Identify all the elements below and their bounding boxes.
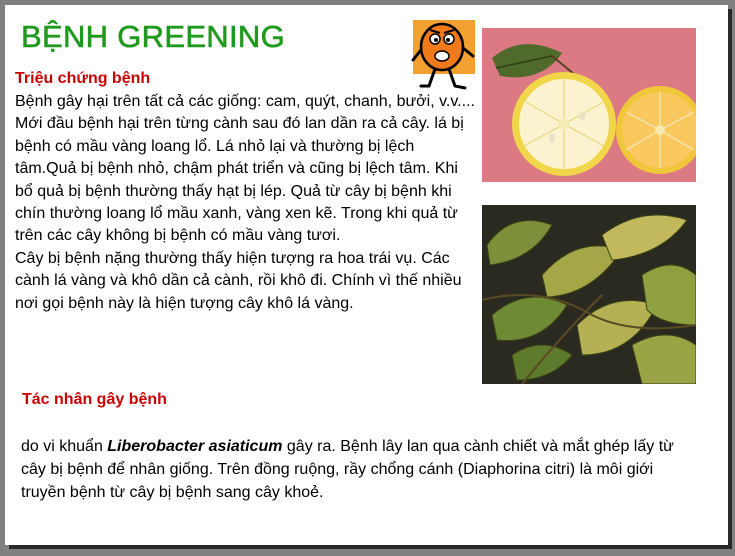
symptoms-heading: Triệu chứng bệnh (15, 70, 151, 87)
symptoms-paragraph: Bệnh gây hại trên tất cả các giống: cam, quýt, chanh, bưởi, v.v.... (15, 93, 475, 110)
yellow-mottled-leaves-photo (482, 205, 696, 384)
slide (5, 5, 728, 545)
cause-text-after: gây ra. Bệnh lây lan qua cành chiết và mắt ghép lấy từ cây bị bệnh để nhân giống. Trên đồng ruộng, rầy chổng cánh (Diaphorina citri) là môi giới truyền bệnh từ cây bị bệnh sang cây khoẻ. (21, 438, 674, 501)
pathogen-name: Liberobacter asiaticum (107, 438, 283, 455)
slide-title: BỆNH GREENING (21, 19, 285, 54)
symptoms-paragraph: Mới đầu bệnh hại trên từng cành sau đó lan dần ra cả cây. lá bị bệnh có mầu vàng loang lổ. Lá nhỏ lại và thường bị lệch tâm.Quả bị bệnh nhỏ, chậm phát triển và cũng bị lệch tâm. Khi bổ quả bị bệnh thường thấy hạt bị lép. Quả từ cây bị bệnh khi chín thường loang lổ mầu xanh, vàng xen kẽ. Trong khi quả từ trên các cây không bị bệnh có mầu vàng tươi. (15, 115, 464, 245)
symptoms-paragraph: Cây bị bệnh nặng thường thấy hiện tượng ra hoa trái vụ. Các cành lá vàng và khô dần cả cành, rồi khô đi. Chính vì thế nhiều nơi gọi bệnh này là hiện tượng cây khô lá vàng. (15, 249, 462, 312)
cause-heading: Tác nhân gây bệnh (22, 391, 167, 408)
symptoms-text (15, 91, 477, 315)
cause-text-before: do vi khuẩn (21, 438, 108, 455)
cause-text (21, 435, 701, 504)
worried-cartoon-icon (411, 16, 481, 94)
cut-citrus-fruit-photo (482, 28, 696, 182)
